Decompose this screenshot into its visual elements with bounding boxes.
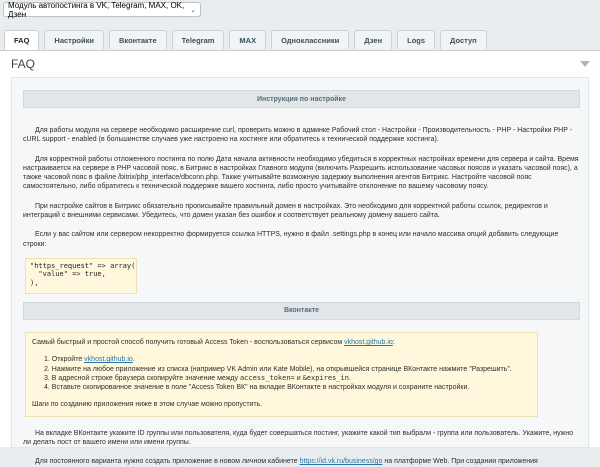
tab-logs[interactable]: Logs: [397, 30, 435, 49]
list-item: 3. В адресной строке браузера скопируйте значение между access_token= и &expires_in.: [44, 373, 351, 382]
setup-paragraph-domain: При настройке сайтов в Битрикс обязательно прописывайте правильный домен в настройках. Это необходимо для корректной работы ссылок, редиректов и интеграций с внешними сервисами. Убедитесь, что домен указан без ошибок и соответствует реальному домену вашего сайта.: [23, 202, 548, 220]
note-tail: Шаги по созданию приложения ниже в этом случае можно пропустить.: [32, 401, 263, 409]
setup-paragraph-https: Если у вас сайтом или сервером некорректно формируется ссылка HTTPS, нужно в файл .settings.php в конец или начало массива опций добавить следующие строки:: [23, 231, 559, 248]
tab-faq[interactable]: FAQ: [4, 30, 39, 50]
tab-access[interactable]: Доступ: [440, 30, 487, 49]
list-item: 2. Нажмите на любое приложение из списка (например VK Admin или Kate Mobile), на открывшейся странице ВКонтакте нажмите "Разрешить".: [44, 365, 512, 373]
tab-odnoklassniki[interactable]: Одноклассники: [271, 30, 349, 49]
tab-max[interactable]: MAX: [229, 30, 266, 49]
panel-header[interactable]: [0, 51, 600, 77]
list-item: 4. Вставьте скопированное значение в поле "Access Token ВК" на вкладке ВКонтакте в настройках модуля и сохраните настройки.: [44, 384, 470, 392]
faq-panel: [0, 50, 600, 466]
tab-vkontakte[interactable]: Вконтакте: [109, 30, 167, 49]
setup-paragraph-timezone: Для корректной работы отложенного постинга по полю Дата начала активности необходимо убедиться в корректных настройках времени для сервера и сайта. Время настраивается на сервере в PHP часовой пояс, в Битрикс в настройках Главного модуля (включить Разрешить использование часовых поясов и указать часовой пояс), а также часовой пояс в файле /bitrix/php_interface/dbconn.php. Также учитывайте возможную задержку выполнения агентов Битрикс. Настройте часовой пояс самостоятельно, либо обратитесь к технической поддержке вашего хостинга, либо просто учитывайте отклонение по вашему часовому поясу.: [23, 155, 579, 191]
faq-content[interactable]: [11, 77, 589, 466]
https-code-snippet: "https_request" => array( "value" => true, ),: [25, 258, 137, 294]
module-select-value: Модуль автопостинга в VK, Telegram, MAX, OK, Дзен: [8, 0, 185, 19]
token-steps: [44, 355, 531, 392]
setup-section-header: Инструкция по настройке: [23, 90, 580, 108]
vk-section-header: Вконтакте: [23, 302, 580, 320]
vkhost-link[interactable]: vkhost.github.io: [344, 338, 393, 346]
vk-paragraph-app: Для постоянного варианта нужно создать приложение в новом личном кабинете https://id.vk.ru/business/go на платформе Web. При создании приложения: [35, 458, 538, 466]
collapse-arrow-icon[interactable]: [580, 61, 590, 67]
tab-telegram[interactable]: Telegram: [172, 30, 225, 49]
tab-bar: [4, 30, 492, 50]
note-intro: Самый быстрый и простой способ получить готовый Access Token - воспользоваться сервисом vkhost.github.io:: [32, 338, 395, 346]
module-select[interactable]: [3, 2, 201, 17]
panel-title: FAQ: [11, 57, 36, 71]
setup-paragraph-curl: Для работы модуля на сервере необходимо расширение curl, проверить можно в админке Рабочий стол - Настройки - Производительность - PHP - Настройки PHP - cURL support - enabled (в большинстве случаев уже настроено на хостинге или обратитесь к технической поддержке хостинга).: [23, 127, 573, 144]
vk-business-link[interactable]: https://id.vk.ru/business/go: [299, 458, 383, 466]
chevron-down-icon: ⌄: [190, 6, 196, 14]
tab-settings[interactable]: Настройки: [44, 30, 104, 49]
vkhost-step-link[interactable]: vkhost.github.io: [84, 356, 133, 364]
list-item: 1. Откройте vkhost.github.io.: [44, 356, 135, 364]
tab-dzen[interactable]: Дзен: [354, 30, 392, 49]
vk-token-note: [25, 332, 538, 417]
vk-paragraph-group: На вкладке ВКонтакте укажите ID группы или пользователя, куда будет совершаться постинг, укажите какой тип выбрали - группа или пользователь. Укажите, нужно ли делать пост от вашего имени или имени группы.: [23, 429, 574, 447]
